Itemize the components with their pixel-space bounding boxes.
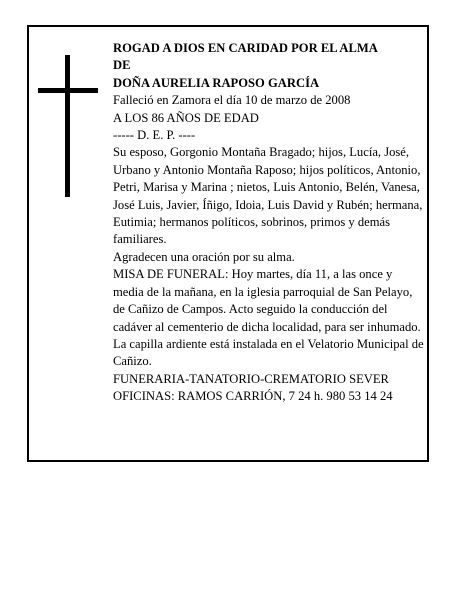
deceased-name: DOÑA AURELIA RAPOSO GARCÍA	[113, 75, 320, 90]
thanks-line: Agradecen una oración por su alma.	[113, 249, 295, 264]
funeral-home-line: FUNERARIA-TANATORIO-CREMATORIO SEVER	[113, 371, 389, 386]
chapel-paragraph: La capilla ardiente está instalada en el Velatorio Municipal de Cañizo.	[113, 336, 424, 369]
cross-horizontal-bar	[38, 88, 98, 93]
header-line-2: DE	[113, 58, 131, 73]
family-paragraph: Su esposo, Gorgonio Montaña Bragado; hijos, Lucía, José, Urbano y Antonio Montaña Raposo; hijos políticos, Antonio, Petri, Marisa y Marina ; nietos, Luis Antonio, Belén, Vanesa, José Luis, Javier, Íñigo, Idoia, Luis David y Rubén; hermana, Eutimia; hermanos políticos, sobrinos, primos y demás familiares.	[113, 145, 423, 247]
offices-line: OFICINAS: RAMOS CARRIÓN, 7 24 h. 980 53 14 24	[113, 389, 393, 404]
obituary-text	[113, 40, 425, 406]
rip-line: ----- D. E. P. ----	[113, 128, 196, 143]
funeral-paragraph: MISA DE FUNERAL: Hoy martes, día 11, a las once y media de la mañana, en la iglesia parroquial de San Pelayo, de Cañizo de Campos. Acto seguido la conducción del cadáver al cementerio de dicha localidad, para ser inhumado.	[113, 267, 421, 334]
age-line: A LOS 86 AÑOS DE EDAD	[113, 110, 259, 125]
death-info: Falleció en Zamora el día 10 de marzo de 2008	[113, 93, 351, 108]
cross-vertical-bar	[65, 55, 70, 197]
header-line-1: ROGAD A DIOS EN CARIDAD POR EL ALMA	[113, 41, 378, 55]
cross-icon	[38, 55, 98, 197]
